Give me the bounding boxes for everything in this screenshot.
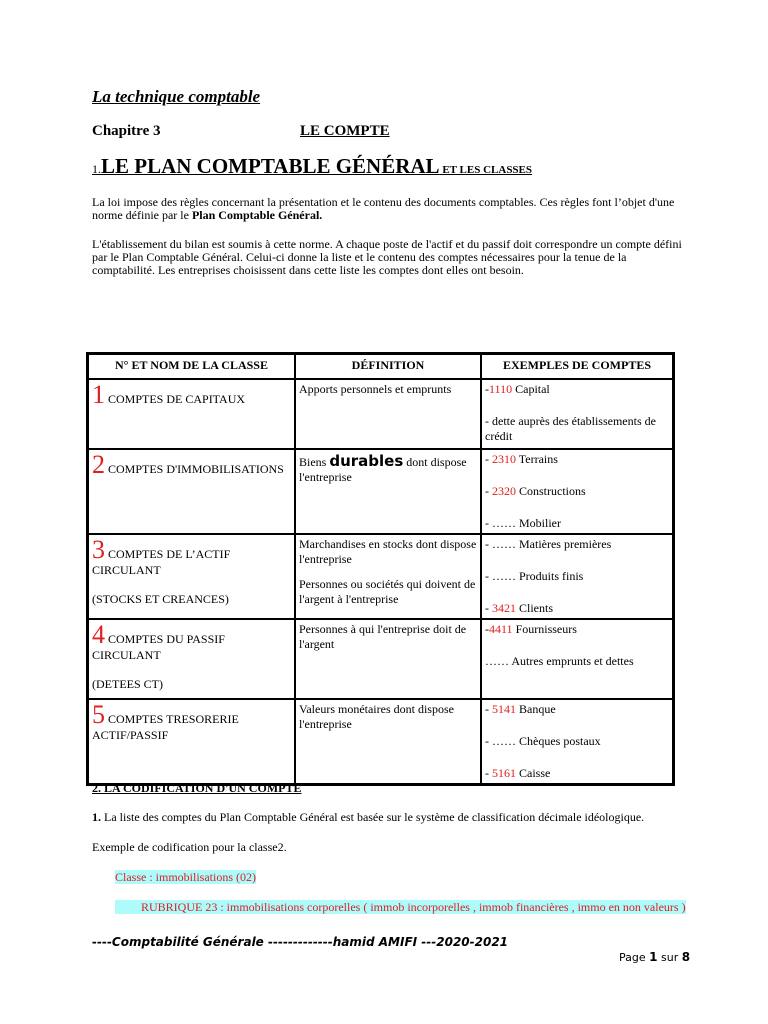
class-number: 5 — [92, 700, 105, 729]
examples-cell — [481, 449, 673, 534]
page-current: 1 — [649, 950, 658, 964]
account-code: 2320 — [492, 484, 516, 498]
example-item: - 5141 Banque — [485, 702, 556, 716]
table-row — [88, 449, 673, 534]
table-row — [88, 379, 673, 449]
example-item: …… Autres emprunts et dettes — [485, 654, 634, 668]
document-title: La technique comptable — [92, 87, 261, 106]
table-header-definition: DÉFINITION — [295, 354, 481, 379]
class-name: COMPTES DE L’ACTIF CIRCULANT — [92, 547, 231, 577]
definition-text: Personnes à qui l'entreprise doit de l'argent — [299, 622, 467, 651]
example-item: - 2310 Terrains — [485, 452, 558, 466]
example-item: - …… Matières premières — [485, 537, 612, 551]
section2-heading: 2. LA CODIFICATION D'UN COMPTE — [92, 781, 302, 795]
class-cell — [88, 449, 295, 534]
section1-heading — [92, 154, 532, 179]
chapter-title: LE COMPTE — [300, 123, 390, 139]
definition-text: Valeurs monétaires dont dispose l'entreprise — [299, 702, 454, 731]
section2-paragraph-2: Exemple de codification pour la classe2. — [92, 840, 287, 854]
para1-text: La loi impose des règles concernant la présentation et le contenu des documents comptables. Ces règles font l’objet d'une norme définie par le — [92, 195, 675, 222]
examples-cell — [481, 379, 673, 449]
table-header-class: N° ET NOM DE LA CLASSE — [88, 354, 295, 379]
table-row — [88, 699, 673, 784]
class-subtitle: (DETEES CT) — [92, 677, 163, 691]
definition-text: Personnes ou sociétés qui doivent de l'argent à l'entreprise — [299, 577, 476, 606]
table-row — [88, 619, 673, 699]
definition-text: Apports personnels et emprunts — [299, 382, 452, 396]
footer-text: ----Comptabilité Générale -------------hamid AMIFI ---2020-2021 — [92, 935, 509, 949]
definition-cell — [295, 619, 481, 699]
section1-number: 1. — [92, 162, 101, 176]
definition-cell — [295, 699, 481, 784]
page-number: Page 1 sur 8 — [619, 950, 691, 964]
section2-p1-text: La liste des comptes du Plan Comptable Général est basée sur le système de classification décimale idéologique. — [101, 810, 645, 824]
section1-title-small: ET LES CLASSES — [439, 164, 533, 176]
chapter-label: Chapitre 3 — [92, 123, 161, 139]
example-item: - …… Mobilier — [485, 516, 561, 530]
class-name: COMPTES DE CAPITAUX — [105, 392, 246, 406]
class-name: COMPTES D'IMMOBILISATIONS — [105, 462, 284, 476]
definition-cell — [295, 379, 481, 449]
section1-title-big: LE PLAN COMPTABLE GÉNÉRAL — [101, 154, 440, 178]
examples-cell — [481, 534, 673, 619]
example-item: - 3421 Clients — [485, 601, 554, 615]
examples-cell — [481, 699, 673, 784]
account-code: 5141 — [492, 702, 516, 716]
class-cell — [88, 534, 295, 619]
class-subtitle: (STOCKS ET CREANCES) — [92, 592, 229, 606]
example-item: -1110 Capital — [485, 382, 550, 396]
example-item: -4411 Fournisseurs — [485, 622, 577, 636]
example-item: - …… Produits finis — [485, 569, 584, 583]
example-item: - 5161 Caisse — [485, 766, 551, 780]
definition-text: Marchandises en stocks dont dispose l'entreprise — [299, 537, 477, 566]
account-code: 5161 — [492, 766, 516, 780]
account-code: 3421 — [492, 601, 516, 615]
table-header-row — [88, 354, 673, 379]
page-total: 8 — [681, 950, 691, 964]
classes-table — [86, 352, 675, 786]
account-code: 1110 — [489, 382, 513, 396]
class-number: 3 — [92, 535, 105, 564]
class-number: 4 — [92, 620, 105, 649]
definition-cell — [295, 534, 481, 619]
section2-paragraph-1 — [92, 811, 692, 824]
class-cell — [88, 379, 295, 449]
definition-emphasis: durables — [329, 452, 404, 470]
class-number: 2 — [92, 450, 105, 479]
account-code: 2310 — [492, 452, 516, 466]
class-number: 1 — [92, 380, 105, 409]
examples-cell — [481, 619, 673, 699]
para1-bold: Plan Comptable Général. — [191, 208, 323, 222]
example-item: - …… Chèques postaux — [485, 734, 601, 748]
highlight-classe-text: Classe : immobilisations (02) — [115, 870, 256, 884]
table-row — [88, 534, 673, 619]
example-item: - dette auprès des établissements de crédit — [485, 414, 656, 443]
table-header-examples: EXEMPLES DE COMPTES — [481, 354, 673, 379]
highlight-classe — [115, 870, 256, 884]
highlight-rubrique-text: RUBRIQUE 23 : immobilisations corporelles ( immob incorporelles , immob financières , immo en non valeurs ) — [115, 900, 686, 914]
class-name: COMPTES TRESORERIE ACTIF/PASSIF — [92, 712, 239, 742]
class-name: COMPTES DU PASSIF CIRCULANT — [92, 632, 225, 662]
class-cell — [88, 699, 295, 784]
definition-cell — [295, 449, 481, 534]
definition-text: Biens durables dont dispose l'entreprise — [299, 452, 467, 484]
example-item: - 2320 Constructions — [485, 484, 586, 498]
class-cell — [88, 619, 295, 699]
section2-p1-number: 1. — [92, 810, 101, 824]
section1-paragraph-2: L'établissement du bilan est soumis à cette norme. A chaque poste de l'actif et du passif doit correspondre un compte défini par le Plan Comptable Général. Celui-ci donne la liste et le contenu des comptes nécessaires pour la tenue de la comptabilité. Les entreprises choisissent dans cette liste les comptes dont elles ont besoin. — [92, 237, 682, 277]
account-code: 4411 — [489, 622, 513, 636]
highlight-rubrique — [115, 900, 686, 914]
section1-paragraph-1 — [92, 196, 682, 222]
